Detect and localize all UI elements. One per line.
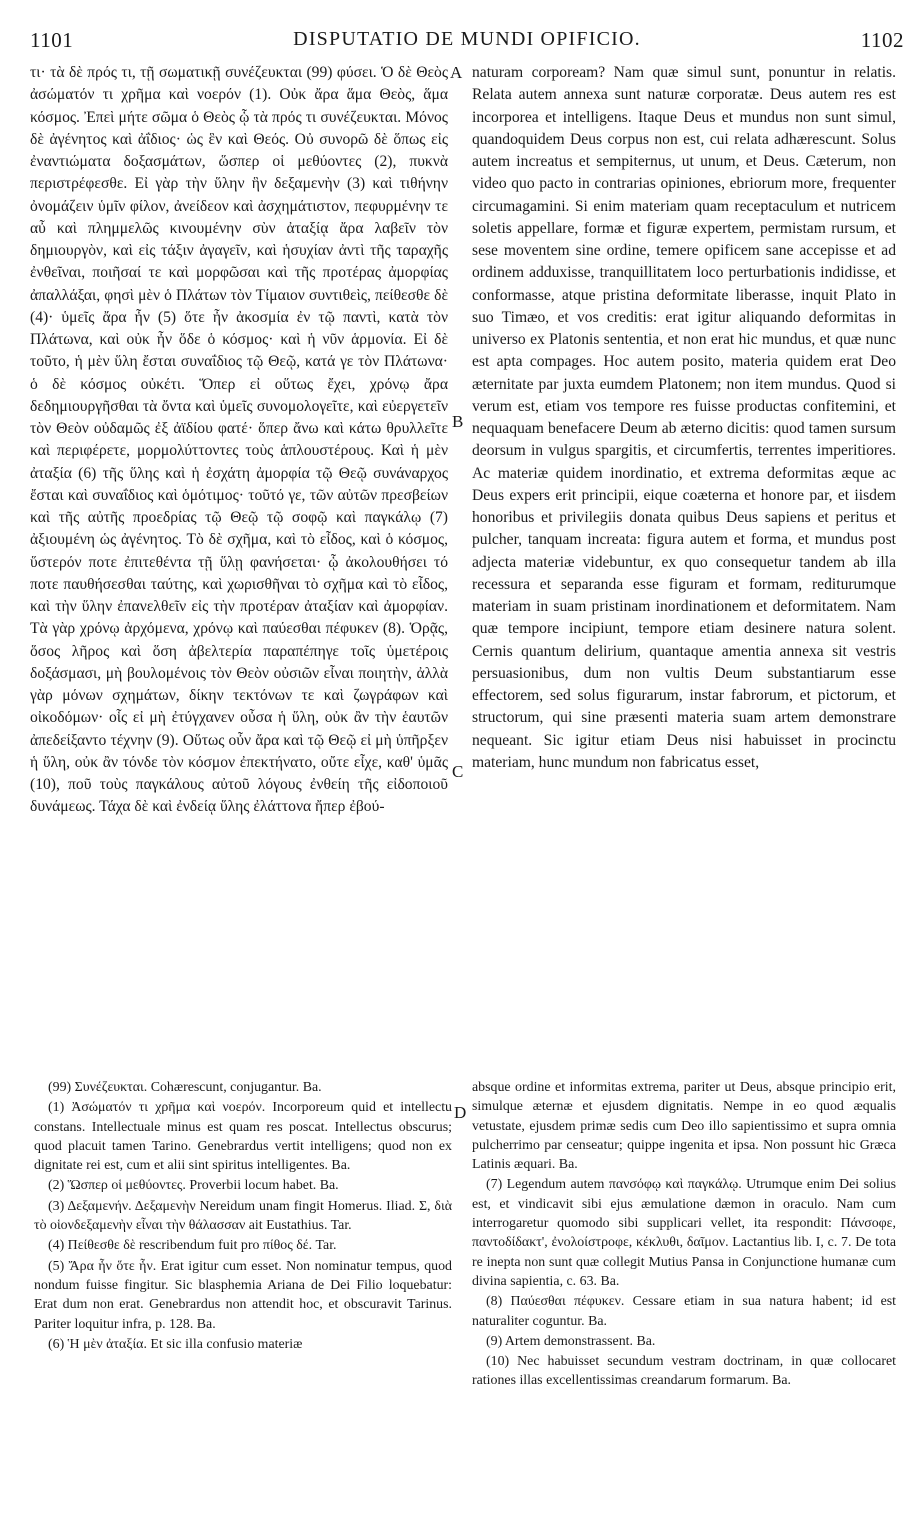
- page-number-right: 1102: [860, 28, 904, 52]
- footnote: absque ordine et informitas extrema, pariter ut Deus, absque principio erit, simulque æternæ et ejusdem dignitatis. Nempe in eo quod æqualis vetustate, ejusdem primæ sedis cum Deo illo sapientissimo et supra omnia pulcherrimo par censeatur; quippe ingenita et ipsa. Non possunt hic Græca Latinis æquari. Ba.: [472, 1080, 896, 1173]
- footnotes-left-column: [34, 1078, 452, 1355]
- footnote: (9) Artem demonstrassent. Ba.: [486, 1333, 656, 1349]
- footnote: (4) Πείθεσθε δὲ rescribendum fuit pro πίθος δέ. Tar.: [48, 1238, 337, 1254]
- footnote: (2) Ὥσπερ οἱ μεθύοντες. Proverbii locum habet. Ba.: [48, 1178, 339, 1194]
- footnotes-right-column: [472, 1078, 896, 1392]
- footnote: (99) Συνέζευκται. Cohærescunt, conjugantur. Ba.: [48, 1080, 322, 1095]
- section-marker-c: C: [452, 762, 464, 781]
- page-header: [30, 28, 904, 58]
- latin-column: naturam corpoream? Nam quæ simul sunt, ponuntur in relatis. Relata autem annexa sunt naturæ corporatæ. Deus autem res est incorporea et intelligens. Itaque Deus et mundus non sunt simul, quandoquidem Deus corpus non est, cui relata adhærescunt. Solus autem increatus et sempiternus, ut unum, et Deus. Cæterum, non video quo pacto in contrarias opiniones, ebriorum more, frequenter circumagamini. Si enim materiam quam receptaculum et nutricem soletis appellare, formæ et figuræ expertem, permistam rursum, et sese moventem sine ordine, temere opificem sane accepisse et ad ordinem adduxisse, tranquillitatem loco perturbationis indidisse, et conformasse, atque pristina deformitate liberasse, inquit Plato in suo Timæo, et vos creditis: erat igitur aliquando deformitas in universo ex Platonis sententia, et non erat hic mundus, et quæ nunc est apta compages. Hoc autem posito, materia quidem erat Deo æternitate par juxta eumdem Platonem; non item mundus. Quod si verum est, etiam vos tempore res fuisse productas confitemini, et nequaquam benefacere Deum ab æterno dicitis: quod tamen sursum deorsum in vulgus spargitis, et circumfertis, terrentes imperitiores. Ac materiæ quidem inordinatio, et extrema deformitas æque ac Deus expers erit principii, eique coæterna et honore par, et iisdem honoribus et privilegiis donata quibus Deus sapiens et peritus et pulcher, tanquam increata: figura autem et forma, et mundus post adjecta materiæ videbuntur, ex quo consequetur tandem ab illa recessura et separanda esse figuram et formam, rediturumque materiam in suam pristinam inordinationem et deformitatem. Nam quæ tempore incipiunt, tempore etiam desinere natura solent. Cernis quantum delirium, quantaque amentia annexa sit vestris persuasionibus, dum non vultis Deum substantiarum esse effectorem, sed solus figurarum, instar fabrorum, et pictorum, et structorum, qui sine præsenti materia suam artem demonstrare nequeant. Sic igitur etiam Deus nisi habuisset in procinctu materiam, hunc mundum non fabricatus esset,: [472, 64, 896, 771]
- footnote: (8) Παύεσθαι πέφυκεν. Cessare etiam in sua natura habent; id est naturaliter coguntur. Ba.: [472, 1294, 896, 1329]
- section-marker-a: A: [450, 63, 463, 82]
- footnote: (5) Ἄρα ἦν ὅτε ἦν. Erat igitur cum esset. Non nominatur tempus, quod nondum fuisse fingitur. Sic blasphemia Ariana de Dei Filio loquebatur: Erat dum non erat. Genebrardus non attendit hoc, et obscuravit Tarinus. Pariter loquitur infra, p. 128. Ba.: [34, 1258, 452, 1332]
- footnote: (6) Ἡ μὲν ἀταξία. Et sic illa confusio materiæ: [48, 1336, 303, 1352]
- footnote: (3) Δεξαμενήν. Δεξαμενὴν Nereidum unam fingit Homerus. Iliad. Σ, διὰ τὸ οἱονδεξαμενὴν εἶναι τὴν θάλασσαν ait Eustathius. Tar.: [34, 1198, 452, 1234]
- running-title: DISPUTATIO DE MUNDI OPIFICIO.: [293, 28, 641, 50]
- greek-column: τι· τὰ δὲ πρός τι, τῇ σωματικῇ συνέζευκται (99) φύσει. Ὁ δὲ Θεὸς ἀσώματόν τι χρῆμα καὶ νοερόν (1). Οὐκ ἄρα ἅμα Θεὸς, ἅμα κόσμος. Ἐπεὶ μήτε σῶμα ὁ Θεὸς ᾧ τὰ πρός τι συνέζευκται. Μόνος δὲ ἀγένητος καὶ ἀΐδιος· ὡς ἓν καὶ Θεός. Οὐ συνορῶ δὲ ὅπως εἰς ἐναντιώματα δοξασμάτων, ὥσπερ οἱ μεθύοντες (2), πυκνὰ περιστρέφεσθε. Εἰ γὰρ τὴν ὕλην ἣν δεξαμενὴν (3) καὶ τιθήνην ὀνομάζειν ὑμῖν φίλον, ἀνείδεον καὶ ἀσχημάτιστον, πεφυρμένην τε αὖ καὶ πλημμελῶς κινουμένην σὺν ἀταξίᾳ ἄρα λαβεῖν τὸν δημιουργὸν, καὶ εἰς τάξιν ἀγαγεῖν, καὶ ἡσυχίαν ἀντὶ τῆς ταραχῆς ἐνθεῖναι, ποιῆσαί τε καὶ μορφῶσαι καὶ τῆς προτέρας ἀμορφίας ἀπαλλάξαι, φησὶ μὲν ὁ Πλάτων τὸν Τίμαιον συντιθεὶς, πείθεσθε δὲ (4)· ὑμεῖς ἄρα ἦν (5) ὅτε ἦν ἀκοσμία ἐν τῷ παντὶ, κατὰ τὸν Πλάτωνα, καὶ οὐκ ἦν ὅδε ὁ κόσμος· καὶ ἡ νῦν ἁρμονία. Εἰ δὲ τοῦτο, ἡ μὲν ὕλη ἔσται συναΐδιος τῷ Θεῷ, κατά γε τὸν Πλάτωνα· ὁ δὲ κόσμος οὐκέτι. Ὅπερ εἰ οὕτως ἔχει, χρόνῳ ἄρα δεδημιουργῆσθαι τὰ ὄντα καὶ ὑμεῖς συνομολογεῖτε, καὶ εὐεργετεῖν τὸν Θεὸν οὐδαμῶς ἐξ ἀϊδίου φατέ· ὅπερ ἄνω καὶ κάτω θρυλλεῖτε καὶ περιφέρετε, μορμολύττοντες τοὺς ἁπλουστέρους. Καὶ ἡ μὲν ἀταξία (6) τῆς ὕλης καὶ ἡ ἐσχάτη ἀμορφία τῷ Θεῷ συνάναρχος ἔσται καὶ συναΐδιος καὶ ὁμότιμος· τοῦτό γε, τῶν αὐτῶν πρεσβείων καὶ τῆς αὐτῆς προεδρίας τῷ Θεῷ τῷ σοφῷ καὶ παγκάλῳ (7) ἀξιουμένη ὡς ἀγένητος. Τὸ δὲ σχῆμα, καὶ τὸ εἶδος, καὶ ὁ κόσμος, ὕστερόν ποτε ἐπιτεθέντα τῇ ὕλῃ φανήσεται· ᾧ ἀκολουθήσει τό ποτε παυθήσεσθαι ταύτης, καὶ χωρισθῆναι τὸ σχῆμα καὶ τὸ εἶδος, καὶ τὴν ὕλην ἐπανελθεῖν εἰς τὴν προτέραν ἀταξίαν καὶ ἀμορφίαν. Τὰ γὰρ χρόνῳ ἀρχόμενα, χρόνῳ καὶ παύεσθαι πέφυκεν (8). Ὁρᾷς, ὅσος λῆρος καὶ ὅση ἀβελτερία παραπέπηγε τοῖς ὑμετέροις δοξάσμασι, μὴ βουλομένοις τὸν Θεὸν οὐσιῶν εἶναι ποιητὴν, ἀλλὰ γὰρ μόνων σχημάτων, δίκην τεκτόνων τε καὶ ζωγράφων καὶ οἰκοδόμων· οἷς εἰ μὴ ἐτύγχανεν οὖσα ἡ ὕλη, οὐκ ἂν τὴν ἑαυτῶν ἀπεδείξαντο τέχνην (9). Οὕτως οὖν ἄρα καὶ τῷ Θεῷ εἰ μὴ ὑπῆρξεν ἡ ὕλη, οὐκ ἂν τόνδε τὸν κόσμον ἐπεκτήνατο, οὔτε εἶχε, καθ' ὑμᾶς (10), ποῦ τοὺς παγκάλους αὐτοῦ λόγους ἐνθείη τῆς εἰδοποιοῦ δυνάμεως. Τάχα δὲ καὶ ἐνδείᾳ ὕλης ἐλάττονα ἤπερ ἐβού-: [30, 64, 448, 816]
- section-marker-d: D: [454, 1103, 467, 1122]
- footnote: (1) Ἀσώματόν τι χρῆμα καὶ νοερόν. Incorporeum quid et intellectu constans. Intellectuale minus est quam res poscat. Intellectus obscurus; quod placuit tamen Tarino. Genebrardus vertit intelligens; quod non ex dignitate rei est, cum et alii sint spiritus intelligentes. Ba.: [34, 1100, 452, 1174]
- footnote: (7) Legendum autem πανσόφῳ καὶ παγκάλῳ. Utrumque enim Dei solius est, et vindicavit sibi ejus æmulatione dæmon in oraculo. Nam cum interrogaretur quomodo sibi supplicari vellet, ita respondit: Πάνσοφε, παντοδίδακτ', ἐνολοίστροφε, κέκλυθι, δαῖμον. Lactantius lib. I, c. 7. De tota re inepta non sunt quæ collegit Mutius Pansa in Conjunctione humanæ cum divina sapientia, c. 63. Ba.: [472, 1177, 896, 1289]
- page-number-left: 1101: [30, 28, 74, 52]
- footnote: (10) Nec habuisset secundum vestram doctrinam, in quæ collocaret rationes illas excellentissimas creandarum formarum. Ba.: [472, 1354, 896, 1389]
- section-marker-b: B: [452, 412, 464, 431]
